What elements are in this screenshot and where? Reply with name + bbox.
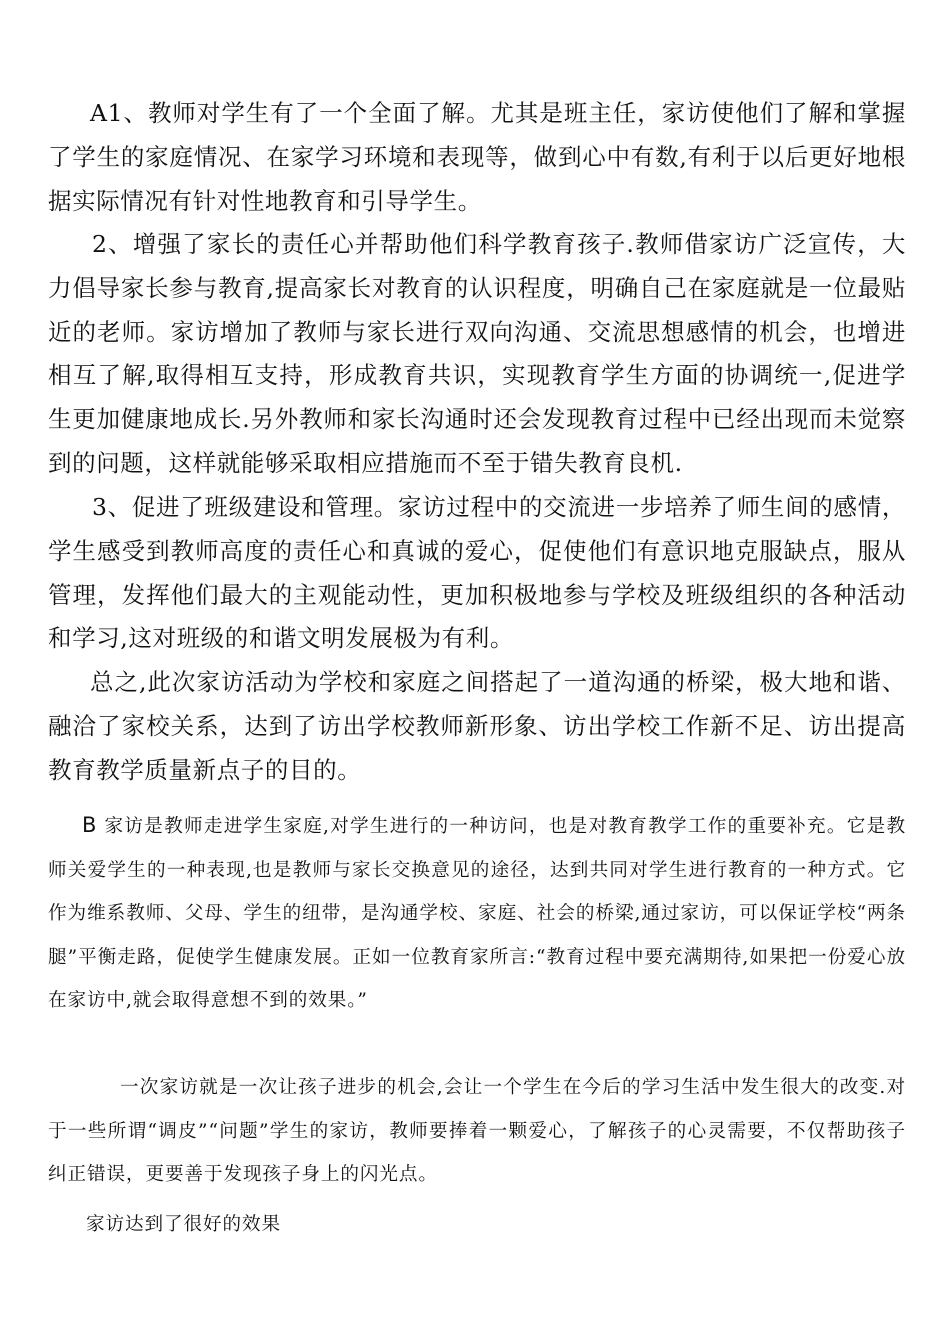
paragraph-item-2: 2、增强了家长的责任心并帮助他们科学教育孩子.教师借家访广泛宣传，大力倡导家长参与教育,提高家长对教育的认识程度，明确自己在家庭就是一位最贴近的老师。家访增加了教师与家长进行双向沟通、交流思想感情的机会，也增进相互了解,取得相互支持，形成教育共识，实现教育学生方面的协调统一,促进学生更加健康地成长.另外教师和家长沟通时还会发现教育过程中已经出现而未觉察到的问题，这样就能够采取相应措施而不至于错失教育良机. (48, 230, 906, 477)
paragraph-b-text: 家访是教师走进学生家庭,对学生进行的一种访问，也是对教育教学工作的重要补充。它是教师关爱学生的一种表现,也是教师与家长交换意见的途径，达到共同对学生进行教育的一种方式。它作为维系教师、父母、学生的纽带，是沟通学校、家庭、社会的桥梁,通过家访，可以保证学校“两条腿”平衡走路，促使学生健康发展。正如一位教育家所言:“教育过程中要充满期待,如果把一份爱心放在家访中,就会取得意想不到的效果。” (48, 816, 907, 1011)
section-marker-b: B (82, 813, 98, 837)
paragraph-b (48, 804, 906, 1023)
paragraph-item-3: 3、促进了班级建设和管理。家访过程中的交流进一步培养了师生间的感情，学生感受到教师高度的责任心和真诚的爱心，促使他们有意识地克服缺点，服从管理，发挥他们最大的主观能动性，更加积极地参与学校及班级组织的各种活动和学习,这对班级的和谐文明发展极为有利。 (48, 493, 906, 653)
paragraph-final: 家访达到了很好的效果 (86, 1214, 281, 1235)
paragraph-one-visit: 一次家访就是一次让孩子进步的机会,会让一个学生在今后的学习生活中发生很大的改变.对于一些所谓“调皮”“问题”学生的家访，教师要捧着一颗爱心，了解孩子的心灵需要，不仅帮助孩子纠正错误，更要善于发现孩子身上的闪光点。 (48, 1077, 906, 1185)
paragraph-a1: A1、教师对学生有了一个全面了解。尤其是班主任，家访使他们了解和掌握了学生的家庭情况、在家学习环境和表现等，做到心中有数,有利于以后更好地根据实际情况有针对性地教育和引导学生。 (48, 99, 906, 215)
paragraph-summary: 总之,此次家访活动为学校和家庭之间搭起了一道沟通的桥梁，极大地和谐、融洽了家校关系，达到了访出学校教师新形象、访出学校工作新不足、访出提高教育教学质量新点子的目的。 (48, 668, 906, 784)
